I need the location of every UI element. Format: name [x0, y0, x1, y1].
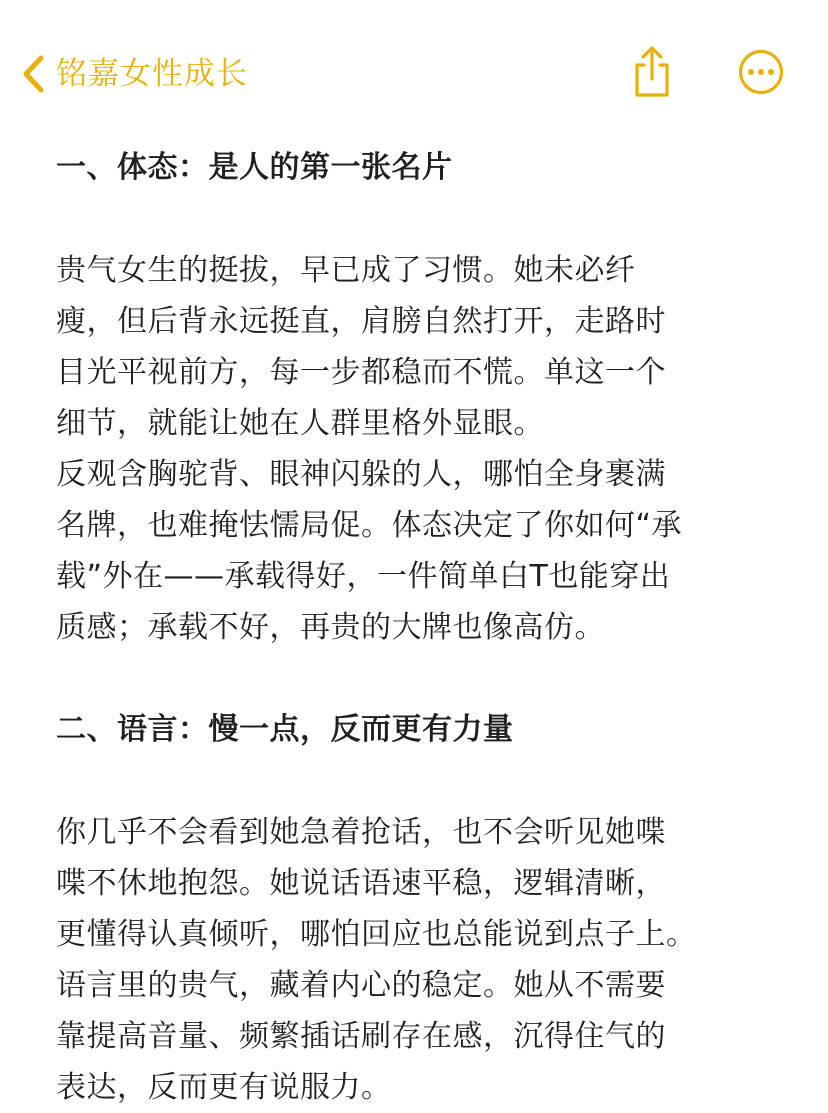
text-line: 瘦，但后背永远挺直，肩膀自然打开，走路时: [56, 304, 666, 339]
more-button[interactable]: [733, 44, 789, 104]
share-button[interactable]: [624, 44, 680, 104]
text-line: 反观含胸驼背、眼神闪躲的人，哪怕全身裹满: [56, 457, 666, 492]
text-line: 你几乎不会看到她急着抢话，也不会听见她喋: [56, 815, 666, 850]
nav-bar: [0, 0, 828, 130]
chevron-left-icon: [20, 54, 46, 94]
text-line: 语言里的贵气，藏着内心的稳定。她从不需要: [56, 968, 666, 1003]
text-line: 表达，反而更有说服力。: [56, 1070, 392, 1105]
back-label: 铭嘉女性成长: [56, 56, 248, 92]
text-line: 更懂得认真倾听，哪怕回应也总能说到点子上。: [56, 917, 697, 952]
back-button[interactable]: [20, 48, 248, 100]
note-body[interactable]: [56, 142, 776, 1113]
spacer: [56, 756, 776, 807]
section-heading: 二、语言：慢一点，反而更有力量: [56, 712, 514, 747]
section-heading: 一、体态：是人的第一张名片: [56, 150, 453, 185]
text-line: 贵气女生的挺拔，早已成了习惯。她未必纤: [56, 253, 636, 288]
text-line: 细节，就能让她在人群里格外显眼。: [56, 406, 544, 441]
text-line: 名牌，也难掩怯懦局促。体态决定了你如何“承: [56, 508, 683, 543]
spacer: [56, 194, 776, 245]
more-icon: [737, 48, 785, 100]
spacer: [56, 653, 776, 704]
text-line: 喋不休地抱怨。她说话语速平稳，逻辑清晰，: [56, 866, 666, 901]
text-line: 质感；承载不好，再贵的大牌也像高仿。: [56, 610, 605, 645]
text-line: 靠提高音量、频繁插话刷存在感，沉得住气的: [56, 1019, 666, 1054]
text-line: 载”外在——承载得好，一件简单白T也能穿出: [56, 559, 671, 594]
text-line: 目光平视前方，每一步都稳而不慌。单这一个: [56, 355, 666, 390]
share-icon: [631, 45, 673, 103]
